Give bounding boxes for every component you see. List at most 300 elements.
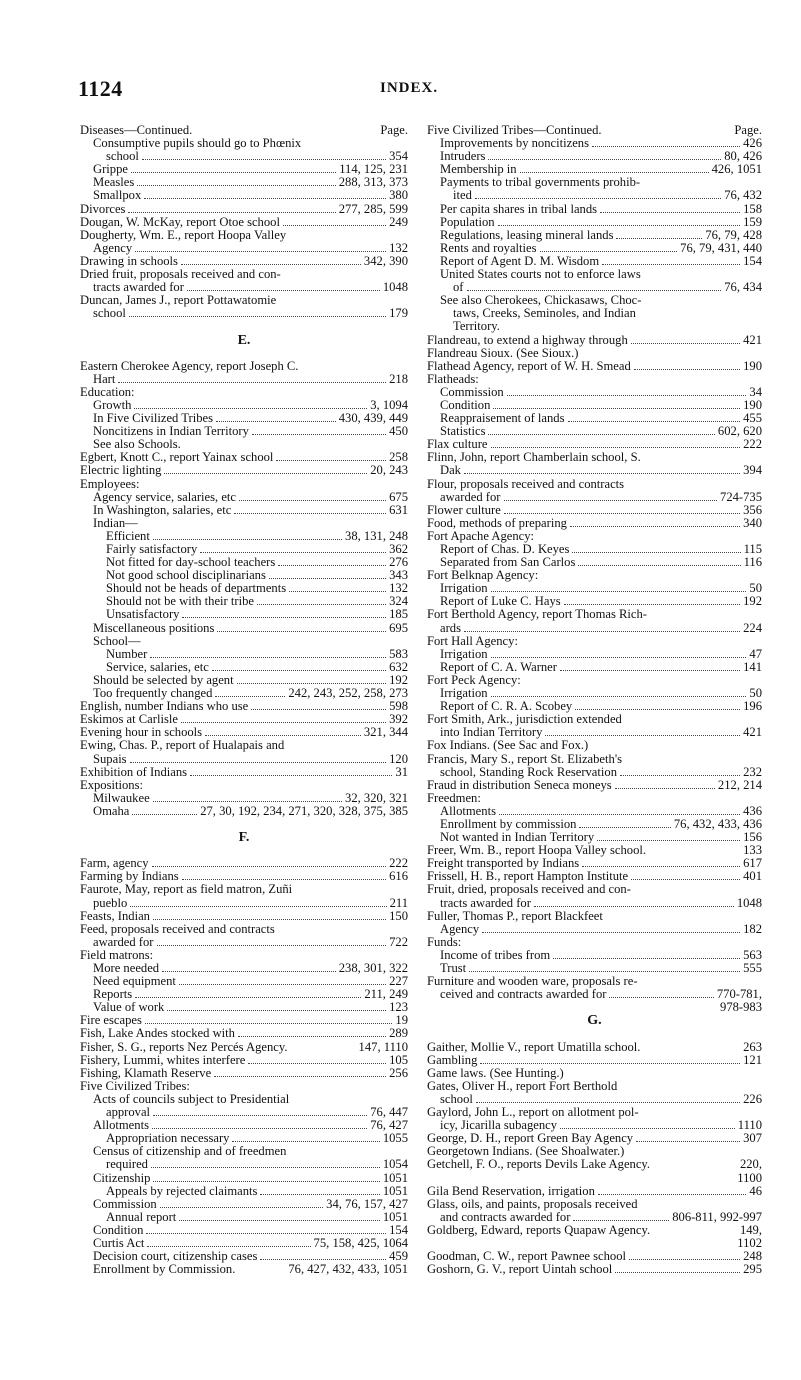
dot-leader (131, 172, 336, 173)
index-entry (427, 1067, 762, 1080)
index-entry (427, 176, 762, 189)
index-entry (427, 1237, 762, 1250)
page-reference: 3, 1094 (370, 398, 408, 412)
page-reference: 288, 313, 373 (338, 176, 408, 190)
dot-leader (620, 775, 740, 776)
dot-leader (167, 1010, 386, 1011)
dot-leader (145, 1023, 393, 1024)
entry-text: Per capita shares in tribal lands (440, 202, 598, 216)
page-reference: 226 (743, 1092, 762, 1106)
page-reference: 1110 (737, 1119, 762, 1133)
dot-leader (214, 1076, 386, 1077)
index-column-left (80, 124, 408, 1276)
dot-leader (232, 1141, 379, 1142)
index-entry (80, 1106, 408, 1119)
index-entry (80, 1250, 408, 1263)
entry-text: Ewing, Chas. P., report of Hualapais and (80, 739, 285, 753)
spacer (427, 1027, 762, 1040)
index-entry (427, 949, 762, 962)
entry-text: Report of C. R. A. Scobey (440, 700, 573, 714)
page-reference: 1055 (382, 1132, 408, 1146)
dot-leader (469, 971, 740, 972)
page-reference: 220, (739, 1158, 762, 1172)
entry-text: pueblo (93, 896, 128, 910)
entry-text: Membership in (440, 163, 517, 177)
entry-text: Irrigation (440, 647, 488, 661)
entry-text: Fuller, Thomas P., report Blackfeet (427, 909, 603, 923)
page-reference: 154 (389, 1223, 408, 1237)
page-reference: 602, 620 (717, 425, 762, 439)
dot-leader (134, 408, 367, 409)
index-entry (427, 425, 762, 438)
index-entry (427, 556, 762, 569)
index-entry (427, 569, 762, 582)
dot-leader (560, 1128, 735, 1129)
page-reference: 340 (743, 516, 762, 530)
dot-leader (573, 1220, 669, 1221)
entry-text: Report of Chas. D. Keyes (440, 543, 570, 556)
dot-leader (181, 264, 361, 265)
dot-leader (634, 369, 740, 370)
index-entry (80, 399, 408, 412)
page-reference: 324 (389, 595, 408, 609)
dot-leader (130, 762, 387, 763)
dot-leader (480, 1063, 740, 1064)
index-entry (427, 464, 762, 477)
index-entry (80, 242, 408, 255)
entry-text: Duncan, James J., report Pottawatomie (80, 294, 277, 308)
page-reference: 806-811, 992-997 (672, 1210, 762, 1224)
index-entry (80, 163, 408, 176)
entry-text: Dougan, W. McKay, report Otoe school (80, 215, 280, 229)
page-reference: 295 (743, 1263, 762, 1277)
dot-leader (238, 1036, 386, 1037)
section-letter: E. (237, 332, 251, 348)
index-entry (427, 595, 762, 608)
dot-leader (491, 591, 747, 592)
entry-text: Smallpox (93, 189, 142, 203)
index-entry (427, 373, 762, 386)
index-entry (80, 137, 408, 150)
dot-leader (252, 434, 386, 435)
entry-text: tracts awarded for (440, 896, 531, 910)
dot-leader (234, 513, 386, 514)
index-entry (80, 307, 408, 320)
dot-leader (534, 906, 734, 907)
page-reference: 401 (743, 870, 762, 884)
page-reference: 1054 (382, 1158, 408, 1172)
index-entry (80, 412, 408, 425)
index-entry (427, 883, 762, 896)
page-reference: 32, 320, 321 (345, 791, 408, 805)
entry-text: Value of work (93, 1001, 165, 1015)
index-entry (427, 124, 762, 137)
page-reference: 555 (743, 962, 762, 975)
page-reference: 190 (743, 398, 762, 412)
entry-text: Trust (440, 962, 467, 975)
entry-text: Drawing in schools (80, 254, 178, 268)
entry-text: Egbert, Knott C., report Yainax school (80, 451, 274, 465)
index-entry (80, 595, 408, 608)
entry-text: Flower culture (427, 503, 501, 517)
entry-text: Reports (93, 988, 133, 1002)
page-reference: 38, 131, 248 (345, 529, 408, 543)
entry-text: Gates, Oliver H., report Fort Berthold (427, 1079, 618, 1093)
entry-text: Growth (93, 398, 132, 412)
entry-text: Not fitted for day-school teachers (106, 556, 276, 570)
index-entry (427, 1119, 762, 1132)
entry-text: of (453, 281, 464, 295)
dot-leader (260, 1259, 386, 1260)
index-entry (427, 1263, 762, 1276)
index-entry (427, 818, 762, 831)
index-entry (427, 163, 762, 176)
page-reference: 978-983 (720, 1001, 762, 1015)
index-entry (80, 229, 408, 242)
entry-text: Intruders (440, 150, 486, 164)
page-reference: 1051 (382, 1210, 408, 1224)
entry-text: Hart (93, 372, 116, 386)
entry-text: awarded for (440, 490, 501, 504)
entry-text: Regulations, leasing mineral lands (440, 228, 614, 242)
index-entry (80, 726, 408, 739)
index-entry (427, 438, 762, 451)
dot-leader (568, 421, 741, 422)
entry-text: Consumptive pupils should go to Phœnix (93, 137, 302, 151)
index-entry (80, 870, 408, 883)
entry-text: approval (106, 1106, 151, 1120)
entry-text: Not good school disciplinarians (106, 569, 266, 583)
entry-text: Glass, oils, and paints, proposals received (427, 1197, 638, 1211)
index-entry (427, 307, 762, 320)
page-reference: 182 (743, 922, 762, 936)
entry-text: Divorces (80, 202, 126, 216)
dot-leader (239, 500, 386, 501)
dot-leader (152, 866, 387, 867)
entry-text: Should be selected by agent (93, 673, 234, 687)
entry-text: Dak (440, 464, 461, 478)
page-reference: 120 (389, 752, 408, 766)
index-entry (80, 1080, 408, 1093)
entry-text: Allotments (93, 1119, 149, 1133)
index-entry (80, 504, 408, 517)
dot-leader (217, 631, 386, 632)
dot-leader (540, 251, 678, 252)
page-reference: 263 (743, 1040, 762, 1054)
dot-leader (153, 1115, 367, 1116)
index-entry (427, 726, 762, 739)
entry-text: Irrigation (440, 687, 488, 701)
index-entry (80, 543, 408, 556)
running-head: INDEX. (380, 80, 439, 96)
entry-text: Noncitizens in Indian Territory (93, 425, 249, 439)
page-reference: 722 (389, 935, 408, 949)
index-entry (427, 700, 762, 713)
dot-leader (269, 578, 386, 579)
index-entry (427, 779, 762, 792)
entry-text: Fort Berthold Agency, report Thomas Rich- (427, 608, 648, 622)
entry-text: School— (93, 634, 141, 648)
page-reference: 192 (743, 595, 762, 609)
index-entry (427, 582, 762, 595)
page-reference: 426, 1051 (711, 163, 762, 177)
page-reference: 141 (743, 660, 762, 674)
index-entry (427, 1106, 762, 1119)
page-reference: 616 (389, 870, 408, 884)
entry-text: Feed, proposals received and contracts (80, 922, 275, 936)
index-entry (80, 530, 408, 543)
page-reference: 156 (743, 831, 762, 845)
index-entry (427, 203, 762, 216)
index-entry (427, 1041, 762, 1054)
dot-leader (499, 814, 740, 815)
index-entry (80, 478, 408, 491)
index-entry (80, 753, 408, 766)
index-entry (427, 962, 762, 975)
entry-text: Should not be heads of departments (106, 582, 287, 596)
entry-text: Fairly satisfactory (106, 543, 198, 556)
entry-text: Decision court, citizenship cases (93, 1250, 258, 1264)
entry-text: Unsatisfactory (106, 608, 180, 622)
entry-text: Appeals by rejected claimants (106, 1184, 258, 1198)
page-reference: 211 (389, 896, 408, 910)
page-reference: Page. (734, 124, 762, 137)
entry-text: Condition (440, 398, 491, 412)
page-reference: 19 (395, 1014, 408, 1028)
entry-text: Should not be with their tribe (106, 595, 254, 609)
index-entry (427, 281, 762, 294)
page-number: 1124 (78, 76, 123, 101)
page-reference: 159 (743, 215, 762, 229)
index-entry (80, 1145, 408, 1158)
index-entry (427, 517, 762, 530)
page-reference: 1100 (737, 1171, 762, 1185)
page-reference: 238, 301, 322 (338, 962, 408, 975)
index-entry (80, 792, 408, 805)
page-reference: 179 (389, 307, 408, 321)
index-entry (80, 150, 408, 163)
entry-text: Fort Smith, Ark., jurisdiction extended (427, 713, 622, 727)
index-entry (427, 844, 762, 857)
index-entry (80, 1054, 408, 1067)
entry-text: Fish, Lake Andes stocked with (80, 1027, 235, 1041)
dot-leader (179, 1220, 380, 1221)
page-reference: 563 (743, 948, 762, 962)
index-entry (427, 1198, 762, 1211)
spacer (80, 320, 408, 333)
index-entry (427, 988, 762, 1001)
index-entry (427, 412, 762, 425)
entry-text: Not wanted in Indian Territory (440, 831, 595, 845)
entry-text: Fort Peck Agency: (427, 673, 521, 687)
dot-leader (491, 657, 747, 658)
page-reference: 256 (389, 1066, 408, 1080)
index-entry (427, 320, 762, 333)
dot-leader (498, 225, 741, 226)
entry-text: Income of tribes from (440, 948, 551, 962)
dot-leader (212, 670, 386, 671)
dot-leader (153, 1181, 379, 1182)
index-entry (80, 124, 408, 137)
page-reference: 224 (743, 621, 762, 635)
spacer (80, 347, 408, 360)
entry-text: Enrollment by commission (440, 817, 577, 831)
dot-leader (260, 1194, 379, 1195)
page-reference: 1048 (382, 281, 408, 295)
index-entry (80, 687, 408, 700)
index-entry (80, 713, 408, 726)
index-entry (80, 1067, 408, 1080)
page-reference: 212, 214 (717, 778, 762, 792)
entry-text: Improvements by noncitizens (440, 137, 589, 151)
entry-text: ards (440, 621, 461, 635)
dot-leader (579, 827, 670, 828)
page-reference: Page. (380, 124, 408, 137)
index-entry (80, 268, 408, 281)
page-reference: 362 (389, 543, 408, 556)
dot-leader (144, 198, 386, 199)
index-entry (80, 1027, 408, 1040)
index-entry (80, 962, 408, 975)
entry-text: Indian— (93, 516, 138, 530)
page-reference: 232 (743, 765, 762, 779)
page-reference: 421 (743, 726, 762, 740)
entry-text: Francis, Mary S., report St. Elizabeth's (427, 752, 622, 766)
index-entry (80, 622, 408, 635)
entry-text: Georgetown Indians. (See Shoalwater.) (427, 1145, 625, 1159)
index-entry (427, 1132, 762, 1145)
page-reference: 450 (389, 425, 408, 439)
page-reference: 342, 390 (363, 254, 408, 268)
entry-text: United States courts not to enforce laws (440, 268, 641, 282)
entry-text: Commission (93, 1197, 157, 1211)
index-entry (80, 216, 408, 229)
page-reference: 227 (389, 975, 408, 989)
page-reference: 34 (749, 385, 762, 399)
dot-leader (118, 382, 386, 383)
page-reference: 123 (389, 1001, 408, 1015)
entry-text: Electric lighting (80, 464, 162, 478)
entry-text: into Indian Territory (440, 726, 543, 740)
index-entry (80, 556, 408, 569)
page-reference: 392 (389, 713, 408, 727)
entry-text: tracts awarded for (93, 281, 184, 295)
index-entry (427, 805, 762, 818)
page-reference: 426 (743, 137, 762, 151)
entry-text: Eastern Cherokee Agency, report Joseph C. (80, 359, 299, 373)
entry-text: Frissell, H. B., report Hampton Institute (427, 870, 629, 884)
entry-text: Fort Apache Agency: (427, 529, 535, 543)
dot-leader (146, 1233, 386, 1234)
dot-leader (135, 251, 386, 252)
entry-text: Five Civilized Tribes—Continued. (427, 124, 602, 137)
index-entry (427, 687, 762, 700)
page-reference: 770-781, (716, 988, 762, 1002)
page-reference: 76, 447 (370, 1106, 408, 1120)
page-reference: 307 (743, 1132, 762, 1146)
page-reference: 115 (743, 543, 762, 556)
entry-text: George, D. H., report Green Bay Agency (427, 1132, 634, 1146)
entry-text: Need equipment (93, 975, 176, 989)
dot-leader (631, 343, 740, 344)
dot-leader (283, 225, 386, 226)
dot-leader (187, 290, 380, 291)
dot-leader (205, 735, 361, 736)
entry-text: Farm, agency (80, 857, 149, 871)
entry-text: Irrigation (440, 582, 488, 596)
entry-text: Report of C. A. Warner (440, 660, 557, 674)
page-reference: 114, 125, 231 (339, 163, 408, 177)
dot-leader (504, 513, 740, 514)
page-reference: 724-735 (720, 490, 762, 504)
index-entry (80, 1172, 408, 1185)
index-entry (80, 648, 408, 661)
index-column-right (427, 124, 762, 1276)
index-entry (427, 766, 762, 779)
page-reference: 1048 (736, 896, 762, 910)
index-entry (427, 936, 762, 949)
entry-text: Dried fruit, proposals received and con- (80, 268, 281, 282)
page-reference: 76, 432, 433, 436 (673, 817, 762, 831)
page-reference: 147, 1110 (358, 1040, 408, 1054)
page-reference: 1051 (382, 1184, 408, 1198)
entry-text: Measles (93, 176, 135, 190)
index-entry (80, 1132, 408, 1145)
page-reference: 343 (389, 569, 408, 583)
index-entry (80, 674, 408, 687)
page-reference: 276 (389, 556, 408, 570)
entry-text: school (106, 150, 139, 164)
index-entry (427, 1224, 762, 1237)
entry-text: school (93, 307, 126, 321)
index-entry (80, 438, 408, 451)
index-entry (427, 189, 762, 202)
page-reference: 47 (749, 647, 762, 661)
entry-text: Goodman, C. W., report Pawnee school (427, 1250, 627, 1264)
page-reference: 50 (749, 582, 762, 596)
dot-leader (278, 565, 386, 566)
dot-leader (545, 735, 740, 736)
entry-text: Gambling (427, 1053, 478, 1067)
entry-text: Food, methods of preparing (427, 516, 567, 530)
index-entry (80, 1158, 408, 1171)
index-entry (80, 779, 408, 792)
entry-text: Commission (440, 385, 504, 399)
index-entry (80, 923, 408, 936)
page-reference: 76, 432 (724, 189, 762, 203)
dot-leader (153, 919, 386, 920)
dot-leader (602, 264, 740, 265)
dot-leader (467, 290, 722, 291)
entry-text: Census of citizenship and of freedmen (93, 1145, 287, 1159)
index-entry (427, 137, 762, 150)
entry-text: school, Standing Rock Reservation (440, 765, 617, 779)
page-reference: 248 (743, 1250, 762, 1264)
page-reference: 459 (389, 1250, 408, 1264)
index-entry (80, 294, 408, 307)
entry-text: ited (453, 189, 472, 203)
page-reference: 50 (749, 687, 762, 701)
entry-text: Five Civilized Tribes: (80, 1079, 190, 1093)
entry-text: Condition (93, 1223, 144, 1237)
dot-leader (570, 526, 740, 527)
index-entry (80, 910, 408, 923)
index-entry (427, 661, 762, 674)
dot-leader (130, 906, 386, 907)
index-entry (80, 739, 408, 752)
dot-leader (257, 604, 386, 605)
page-reference: 222 (743, 438, 762, 452)
